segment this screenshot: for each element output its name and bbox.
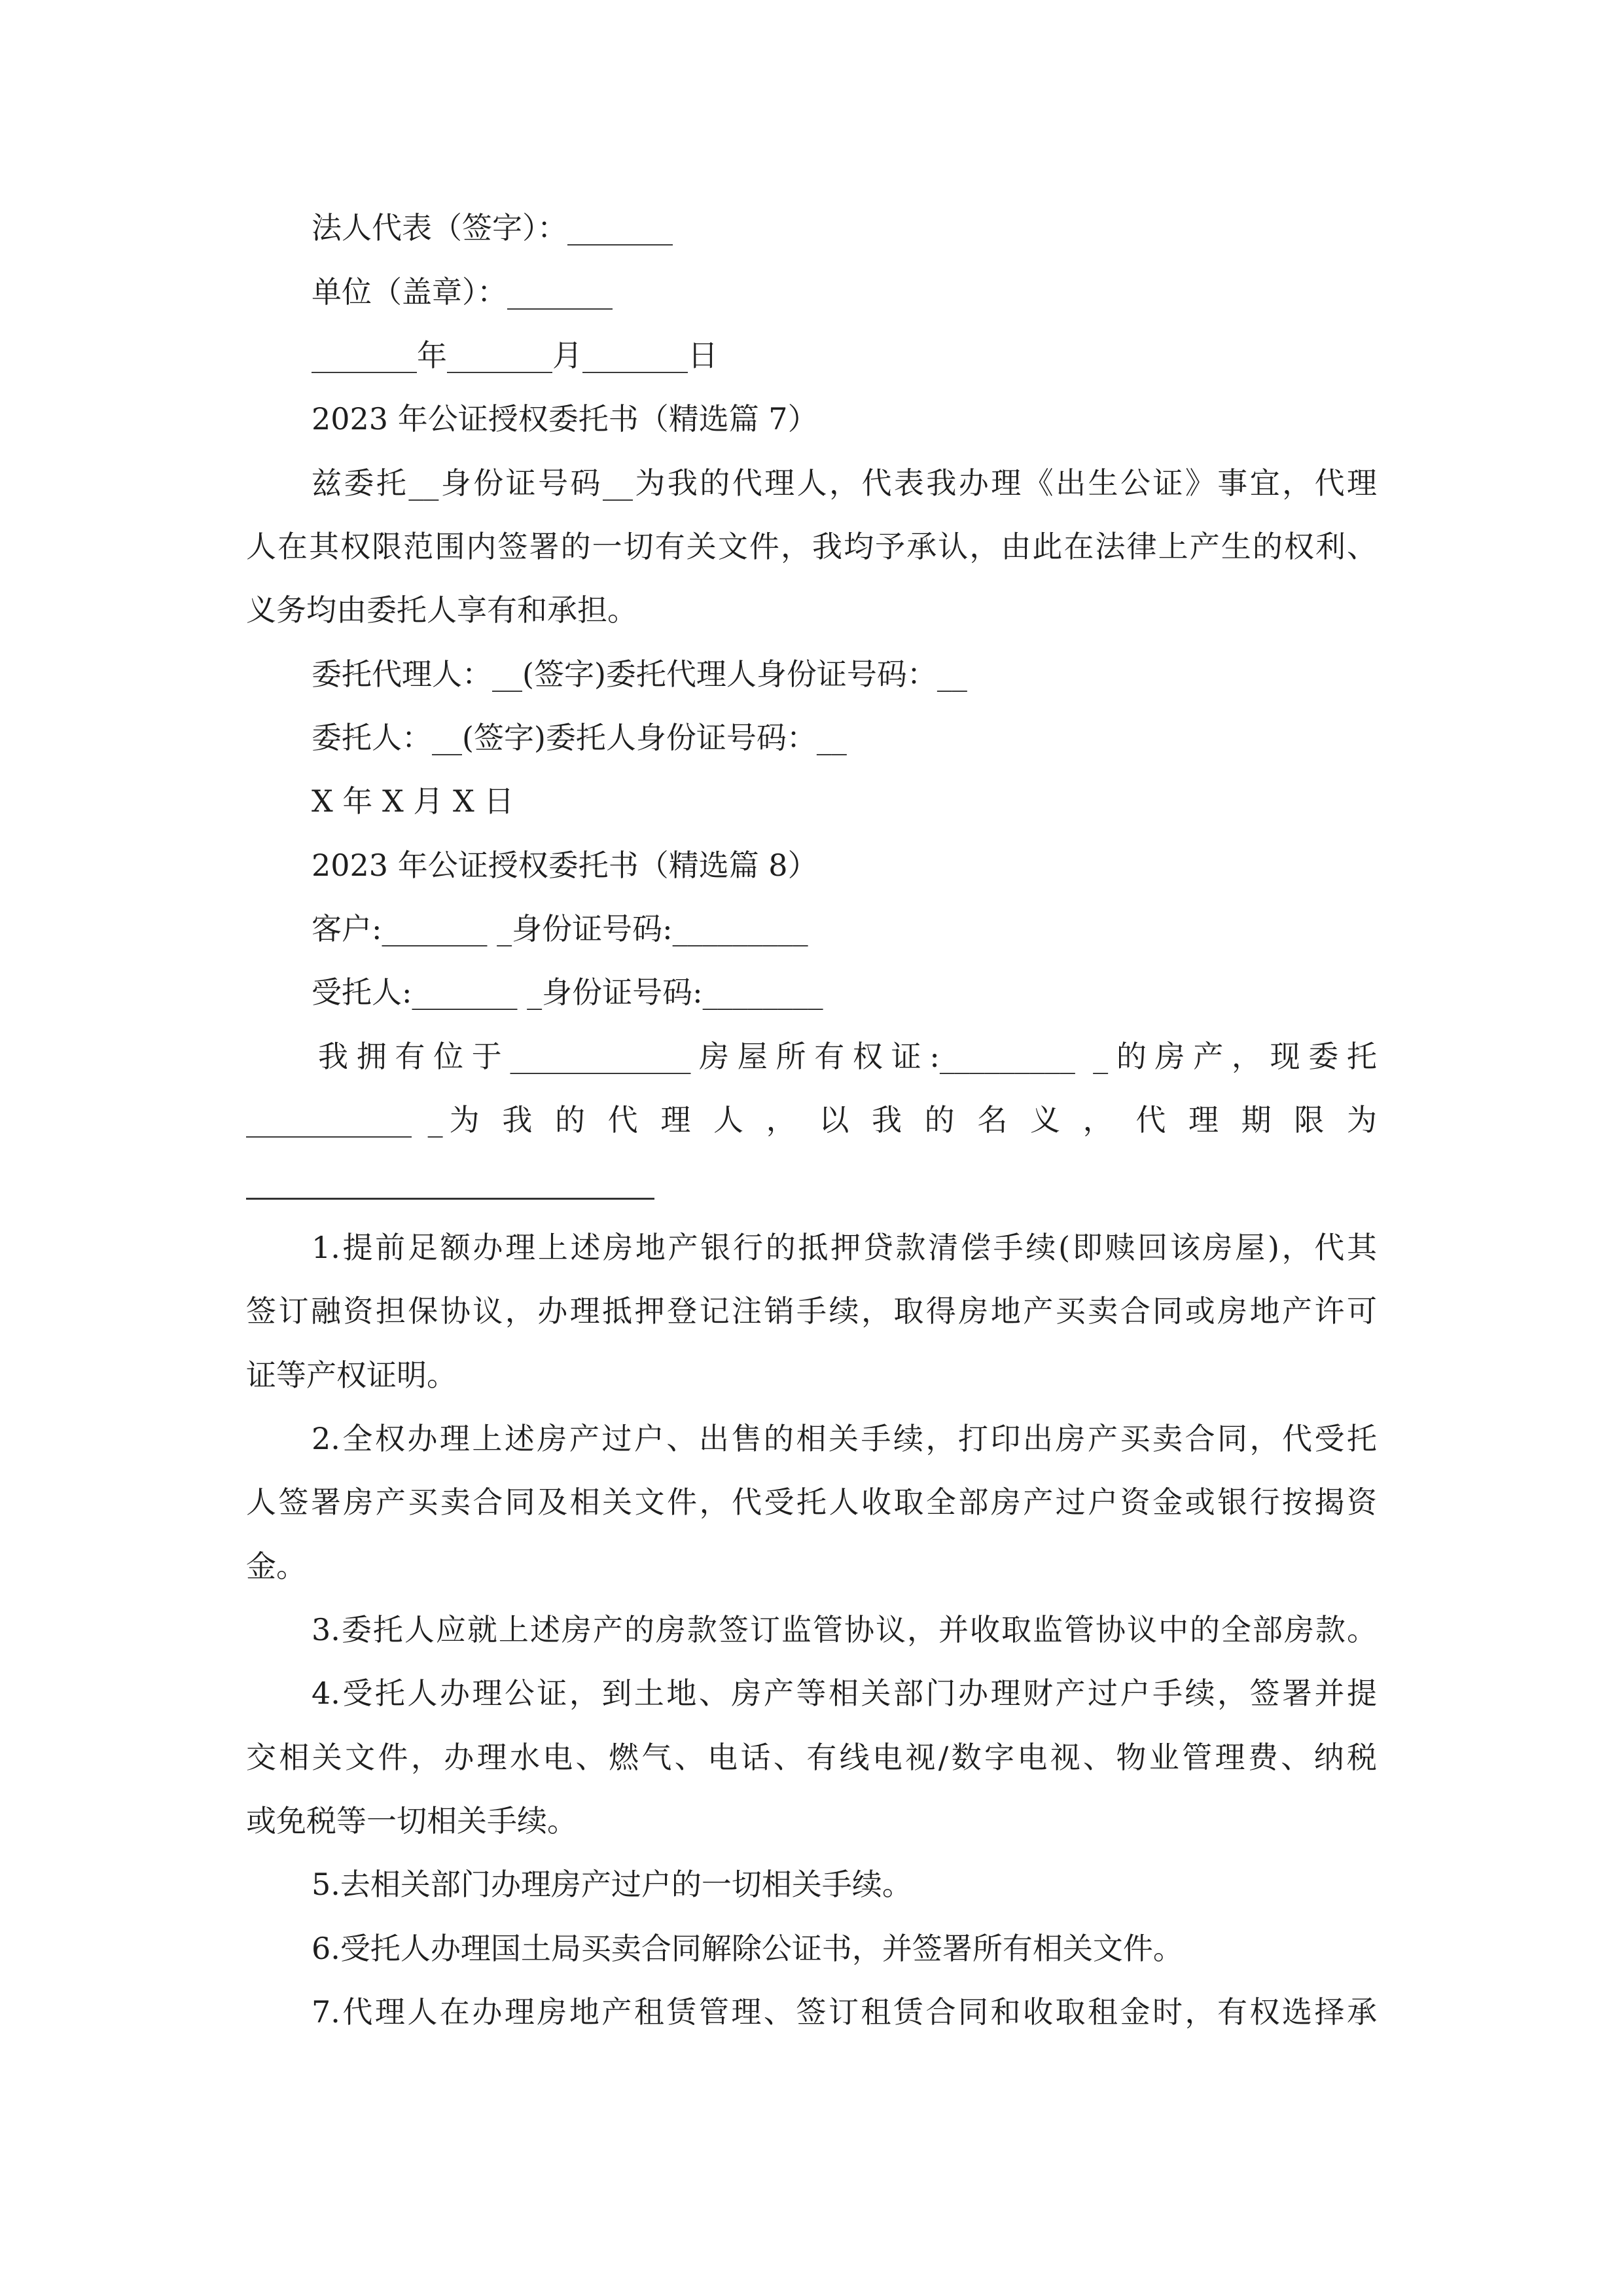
list-item-4: 4.受托人办理公证，到土地、房产等相关部门办理财产过户手续，签署并提 <box>312 1676 1377 1711</box>
list-item-2-cont: 人签署房产买卖合同及相关文件，代受托人收取全部房产过户资金或银行按揭资 <box>246 1484 1377 1520</box>
section-title-7: 2023 年公证授权委托书（精选篇 7） <box>312 401 818 437</box>
list-item-4-cont: 或免税等一切相关手续。 <box>246 1803 577 1839</box>
blank-line <box>246 1198 654 1200</box>
paragraph-line: 人在其权限范围内签署的一切有关文件，我均予承认，由此在法律上产生的权利、 <box>246 529 1377 564</box>
paragraph-line: 义务均由委托人享有和承担。 <box>246 592 637 628</box>
list-item-1: 1.提前足额办理上述房地产银行的抵押贷款清偿手续(即赎回该房屋)，代其 <box>312 1230 1377 1265</box>
principal-signature-line: 委托人：__(签字)委托人身份证号码：__ <box>312 720 847 755</box>
list-item-4-cont: 交相关文件，办理水电、燃气、电话、有线电视/数字电视、物业管理费、纳税 <box>246 1740 1377 1775</box>
list-item-2: 2.全权办理上述房产过户、出售的相关手续，打印出房产买卖合同，代受托 <box>312 1421 1377 1456</box>
trustee-id-line: 受托人:_______ _身份证号码:________ <box>312 975 823 1010</box>
date-line: X 年 X 月 X 日 <box>312 783 514 819</box>
unit-seal-line: 单位（盖章）：_______ <box>312 274 613 310</box>
list-item-1-cont: 签订融资担保协议，办理抵押登记注销手续，取得房地产买卖合同或房地产许可 <box>246 1293 1377 1329</box>
section-title-8: 2023 年公证授权委托书（精选篇 8） <box>312 848 818 883</box>
list-item-1-cont: 证等产权证明。 <box>246 1357 457 1393</box>
list-item-7: 7.代理人在办理房地产租赁管理、签订租赁合同和收取租金时，有权选择承 <box>312 1994 1377 2030</box>
list-item-6: 6.受托人办理国土局买卖合同解除公证书，并签署所有相关文件。 <box>312 1931 1183 1966</box>
list-item-2-cont: 金。 <box>246 1549 306 1584</box>
agent-signature-line: 委托代理人：__(签字)委托代理人身份证号码：__ <box>312 656 967 692</box>
list-item-3: 3.委托人应就上述房产的房款签订监管协议，并收取监管协议中的全部房款。 <box>312 1612 1377 1647</box>
paragraph-line: ___________ _为 我 的 代 理 人 ， 以 我 的 名 义 ， 代 理 期 限 为 <box>246 1102 1377 1138</box>
paragraph-line: 兹委托__身份证号码__为我的代理人，代表我办理《出生公证》事宜，代理 <box>312 465 1377 501</box>
list-item-5: 5.去相关部门办理房产过户的一切相关手续。 <box>312 1867 912 1902</box>
date-line: _______年_______月_______日 <box>312 338 718 373</box>
legal-rep-signature-line: 法人代表（签字）：_______ <box>312 210 673 245</box>
client-id-line: 客户:_______ _身份证号码:_________ <box>312 911 808 946</box>
paragraph-line: 我拥有位于____________房屋所有权证:_________ _的房产，现委托 <box>318 1039 1377 1074</box>
